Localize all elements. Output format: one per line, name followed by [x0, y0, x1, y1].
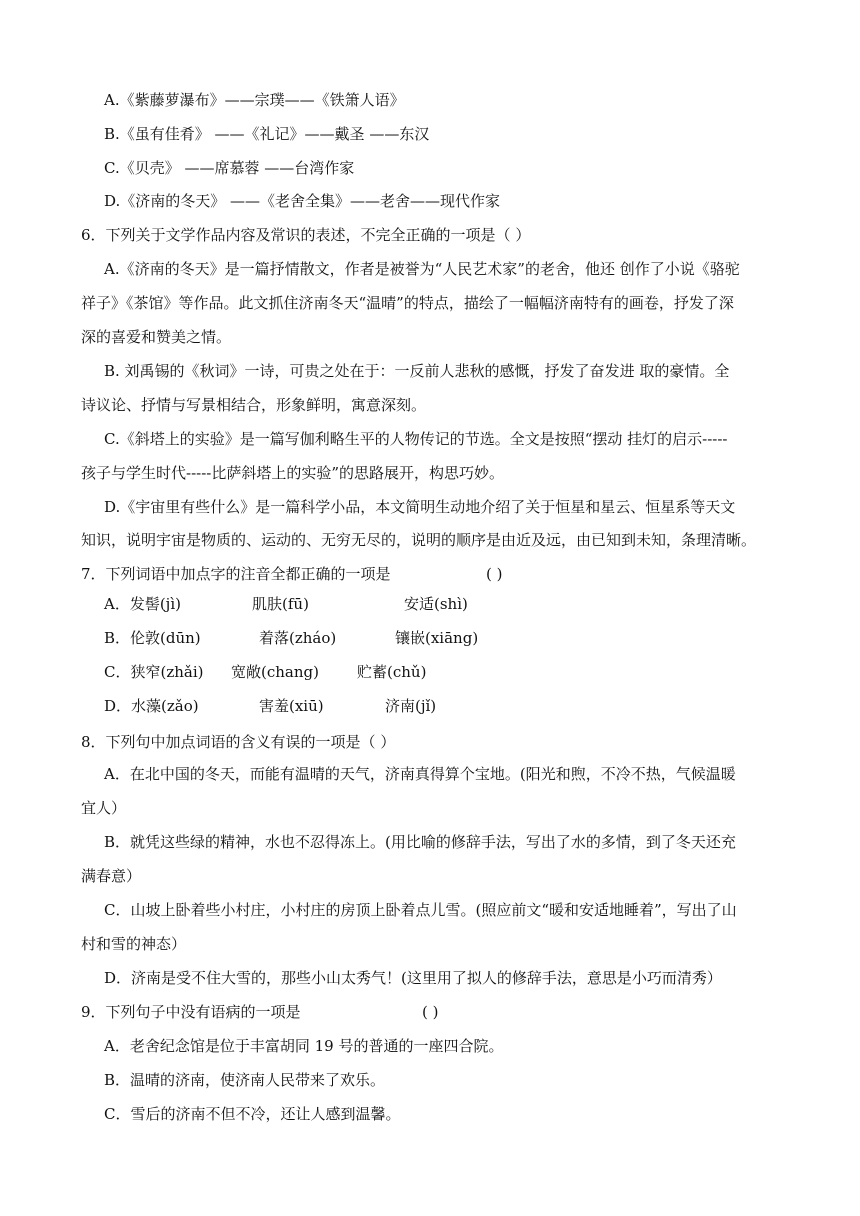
q7-option-b-1: B．伦敦(dūn)	[104, 629, 201, 647]
q7-option-a-1: A．发髻(jì)	[104, 595, 181, 613]
q6-option-a-line1: A.《济南的冬天》是一篇抒情散文，作者是被誉为“人民艺术家”的老舍，他还 创作了小说《骆驼	[104, 260, 740, 278]
q6-option-d-line2: 知识，说明宇宙是物质的、运动的、无穷无尽的，说明的顺序是由近及远，由已知到未知，条理清晰。	[81, 531, 757, 549]
q8-option-a-line2: 宜人）	[81, 799, 127, 817]
q6-option-c-line1: C.《斜塔上的实验》是一篇写伽利略生平的人物传记的节选。全文是按照“摆动 挂灯的启示-----	[104, 430, 728, 448]
q7-option-c-3: 贮蓄(chǔ)	[357, 663, 427, 681]
q8-option-a-line1: A．在北中国的冬天，而能有温晴的天气，济南真得算个宝地。(阳光和煦，不冷不热，气候温暖	[104, 765, 736, 783]
q8-option-b-line1: B．就凭这些绿的精神，水也不忍得冻上。(用比喻的修辞手法，写出了水的多情，到了冬天还充	[104, 833, 736, 851]
q5-option-c: C.《贝壳》 ——席慕蓉 ——台湾作家	[104, 159, 355, 177]
q7-option-c-2: 宽敞(chang)	[231, 663, 319, 681]
q6-stem: 6．下列关于文学作品内容及常识的表述，不完全正确的一项是（ ）	[81, 226, 531, 244]
q6-option-c-line2: 孩子与学生时代-----比萨斜塔上的实验”的思路展开，构思巧妙。	[81, 464, 505, 482]
q5-option-a: A.《紫藤萝瀑布》——宗璞——《铁箫人语》	[104, 91, 405, 109]
q9-option-b: B．温晴的济南，使济南人民带来了欢乐。	[104, 1071, 386, 1089]
q7-stem: 7．下列词语中加点字的注音全都正确的一项是	[81, 565, 391, 583]
q7-option-c-1: C．狭窄(zhǎi)	[104, 663, 204, 681]
q7-option-a-2: 肌肤(fū)	[252, 595, 309, 613]
q9-option-a: A．老舍纪念馆是位于丰富胡同 19 号的普通的一座四合院。	[104, 1037, 504, 1055]
q8-stem: 8．下列句中加点词语的含义有误的一项是（ ）	[81, 733, 396, 751]
q7-option-d-3: 济南(jǐ)	[385, 697, 437, 715]
q7-answer-blank: ( )	[486, 565, 503, 583]
q6-option-b-line1: B. 刘禹锡的《秋词》一诗，可贵之处在于：一反前人悲秋的感慨，抒发了奋发进 取的豪情。全	[104, 362, 730, 380]
q9-option-c: C．雪后的济南不但不冷，还让人感到温馨。	[104, 1105, 401, 1123]
q8-option-d: D．济南是受不住大雪的，那些小山太秀气！(这里用了拟人的修辞手法，意思是小巧而清秀）	[104, 969, 722, 987]
q7-option-d-1: D．水藻(zǎo)	[104, 697, 199, 715]
q5-option-d: D.《济南的冬天》 ——《老舍全集》——老舍——现代作家	[104, 192, 501, 210]
q7-option-b-2: 着落(zháo)	[259, 629, 337, 647]
q5-option-b: B.《虽有佳肴》 ——《礼记》——戴圣 ——东汉	[104, 125, 430, 143]
q7-option-a-3: 安适(shì)	[404, 595, 468, 613]
q6-option-a-line3: 深的喜爱和赞美之情。	[81, 328, 232, 346]
q6-option-a-line2: 祥子》《茶馆》等作品。此文抓住济南冬天“温晴”的特点，描绘了一幅幅济南特有的画卷，抒发了深	[81, 294, 734, 312]
q8-option-c-line1: C．山坡上卧着些小村庄，小村庄的房顶上卧着点儿雪。(照应前文“暖和安适地睡着”，写出了山	[104, 901, 737, 919]
q9-stem: 9．下列句子中没有语病的一项是	[81, 1003, 301, 1021]
q6-option-b-line2: 诗议论、抒情与写景相结合，形象鲜明，寓意深刻。	[81, 396, 427, 414]
q8-option-c-line2: 村和雪的神态）	[81, 935, 187, 953]
q7-option-d-2: 害羞(xiū)	[259, 697, 324, 715]
q7-option-b-3: 镶嵌(xiāng)	[395, 629, 479, 647]
q6-option-d-line1: D.《宇宙里有些什么》是一篇科学小品，本文简明生动地介绍了关于恒星和星云、恒星系等天文	[104, 498, 736, 516]
q9-answer-blank: ( )	[422, 1003, 439, 1021]
q8-option-b-line2: 满春意）	[81, 867, 142, 885]
